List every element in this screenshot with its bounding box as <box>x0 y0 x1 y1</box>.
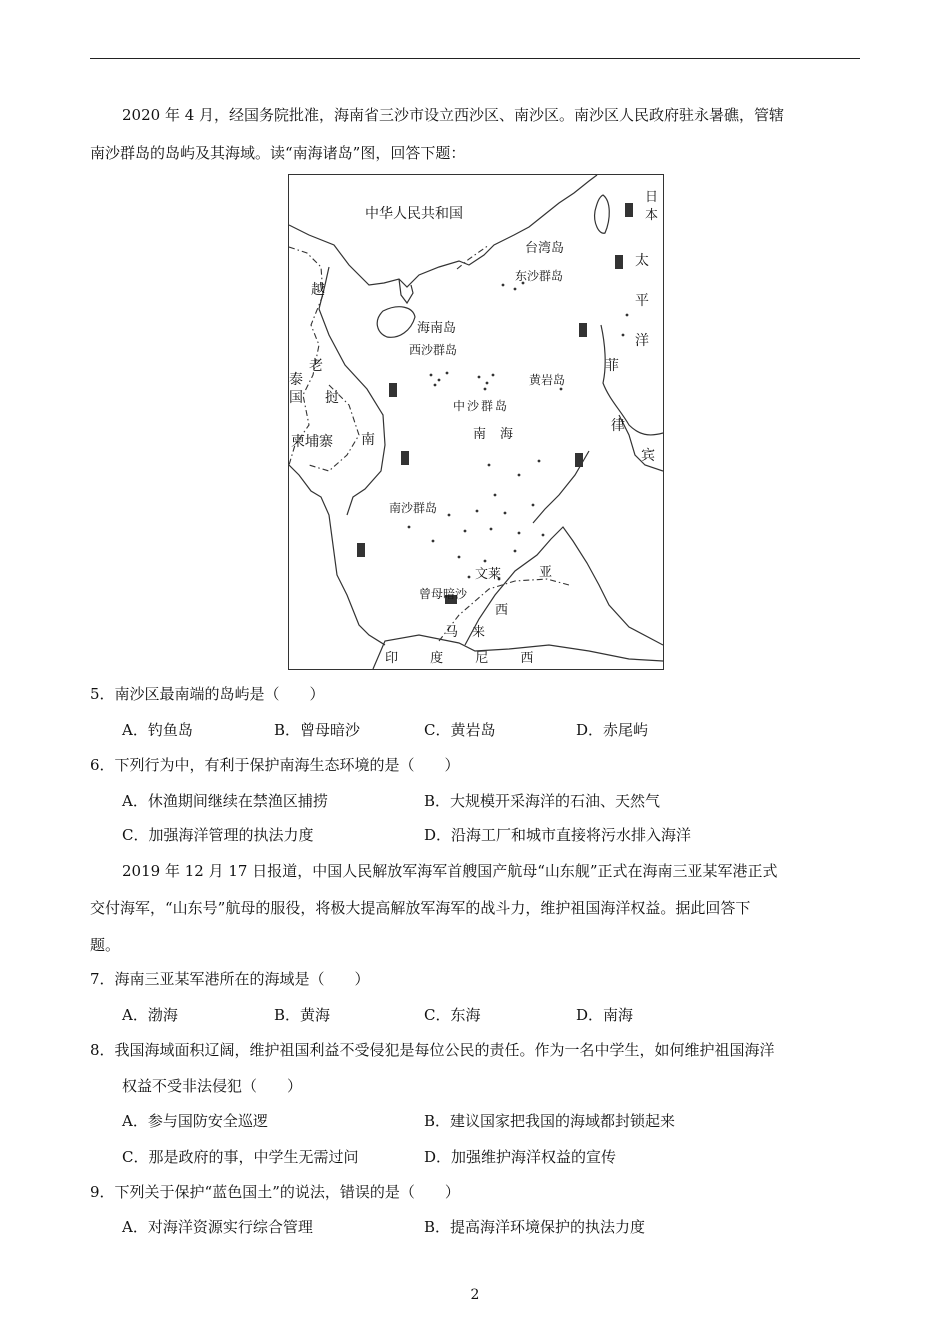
passage2-line-1: 2019 年 12 月 17 日报道，中国人民解放军海军首艘国产航母“山东舰”正式在海南三亚某军港正式 <box>122 862 778 880</box>
label-dongsha: 东沙群岛 <box>515 269 564 283</box>
label-zengmu: 曾母暗沙 <box>419 587 468 601</box>
passage2-line-2: 交付海军，“山东号”航母的服役，将极大提高解放军海军的战斗力，维护祖国海洋权益。据此回答下 <box>90 899 751 917</box>
dash-segment-1 <box>625 203 633 217</box>
south-china-sea-map <box>288 174 664 670</box>
q8-option-c: C．那是政府的事，中学生无需过问 <box>122 1148 359 1166</box>
intro-line-1: 2020 年 4 月，经国务院批准，海南省三沙市设立西沙区、南沙区。南沙区人民政府驻永暑礁，管辖 <box>122 106 785 124</box>
q6-option-d: D．沿海工厂和城市直接将污水排入海洋 <box>424 826 692 844</box>
label-lao: 老 <box>309 358 323 374</box>
q7-option-d: D．南海 <box>576 1006 634 1024</box>
q9-stem: 9．下列关于保护“蓝色国土”的说法，错误的是（ ） <box>90 1183 460 1201</box>
label-nan: 南 <box>361 432 375 448</box>
q6-option-b: B．大规模开采海洋的石油、天然气 <box>424 792 661 810</box>
q6-option-c: C．加强海洋管理的执法力度 <box>122 826 314 844</box>
label-xi: 西 <box>495 603 509 618</box>
q7-option-a: A．渤海 <box>122 1006 178 1024</box>
label-philippines-3: 宾 <box>641 448 655 464</box>
q5-option-a: A．钓鱼岛 <box>122 721 193 739</box>
q9-option-b: B．提高海洋环境保护的执法力度 <box>424 1218 646 1236</box>
q7-option-b: B．黄海 <box>274 1006 331 1024</box>
hainan-outline <box>377 307 415 338</box>
label-thailand: 泰国 <box>289 372 303 406</box>
label-hainan: 海南岛 <box>417 321 457 336</box>
label-japan: 日本 <box>645 190 659 223</box>
label-ya: 亚 <box>539 565 553 580</box>
q7-option-c: C．东海 <box>424 1006 481 1024</box>
intro-line-2: 南沙群岛的岛屿及其海域。读“南海诸岛”图，回答下题： <box>90 144 466 162</box>
label-wenlai: 文莱 <box>475 567 502 582</box>
label-zhongsha: 中沙群岛 <box>453 399 510 413</box>
q6-stem: 6．下列行为中，有利于保护南海生态环境的是（ ） <box>90 756 460 774</box>
label-xisha: 西沙群岛 <box>409 343 458 357</box>
label-malai: 马来 <box>445 625 500 640</box>
q5-stem: 5．南沙区最南端的岛屿是（ ） <box>90 685 325 703</box>
passage2-line-3: 题。 <box>90 936 121 954</box>
header-rule <box>90 58 860 59</box>
taiwan-outline <box>595 195 610 233</box>
label-china: 中华人民共和国 <box>365 206 463 222</box>
label-taiwan: 台湾岛 <box>525 241 565 256</box>
q6-option-a: A．休渔期间继续在禁渔区捕捞 <box>122 792 328 810</box>
label-zhua: 挝 <box>325 390 339 406</box>
q8-option-a: A．参与国防安全巡逻 <box>122 1112 268 1130</box>
label-philippines-1: 菲 <box>605 358 619 374</box>
q5-option-c: C．黄岩岛 <box>424 721 496 739</box>
page-number: 2 <box>470 1287 480 1303</box>
q9-option-a: A．对海洋资源实行综合管理 <box>122 1218 313 1236</box>
label-huangyan: 黄岩岛 <box>529 373 566 387</box>
label-indonesia: 印 度 尼 西 <box>385 651 548 666</box>
label-cambodia: 柬埔寨 <box>291 434 333 450</box>
q8-option-b: B．建议国家把我国的海域都封锁起来 <box>424 1112 676 1130</box>
label-nanhai: 南海 <box>473 427 528 442</box>
q7-stem: 7．海南三亚某军港所在的海域是（ ） <box>90 970 370 988</box>
q8-option-d: D．加强维护海洋权益的宣传 <box>424 1148 617 1166</box>
q8-stem-line-1: 8．我国海域面积辽阔，维护祖国利益不受侵犯是每位公民的责任。作为一名中学生，如何维护祖国海洋 <box>90 1041 775 1059</box>
q5-option-b: B．曾母暗沙 <box>274 721 361 739</box>
label-pacific: 太平洋 <box>635 253 649 349</box>
label-yue: 越 <box>311 282 325 298</box>
q8-stem-line-2: 权益不受非法侵犯（ ） <box>122 1077 303 1095</box>
label-philippines-2: 律 <box>611 418 625 434</box>
label-nansha: 南沙群岛 <box>389 501 438 515</box>
map-drawing <box>289 175 663 669</box>
q5-option-d: D．赤尾屿 <box>576 721 649 739</box>
